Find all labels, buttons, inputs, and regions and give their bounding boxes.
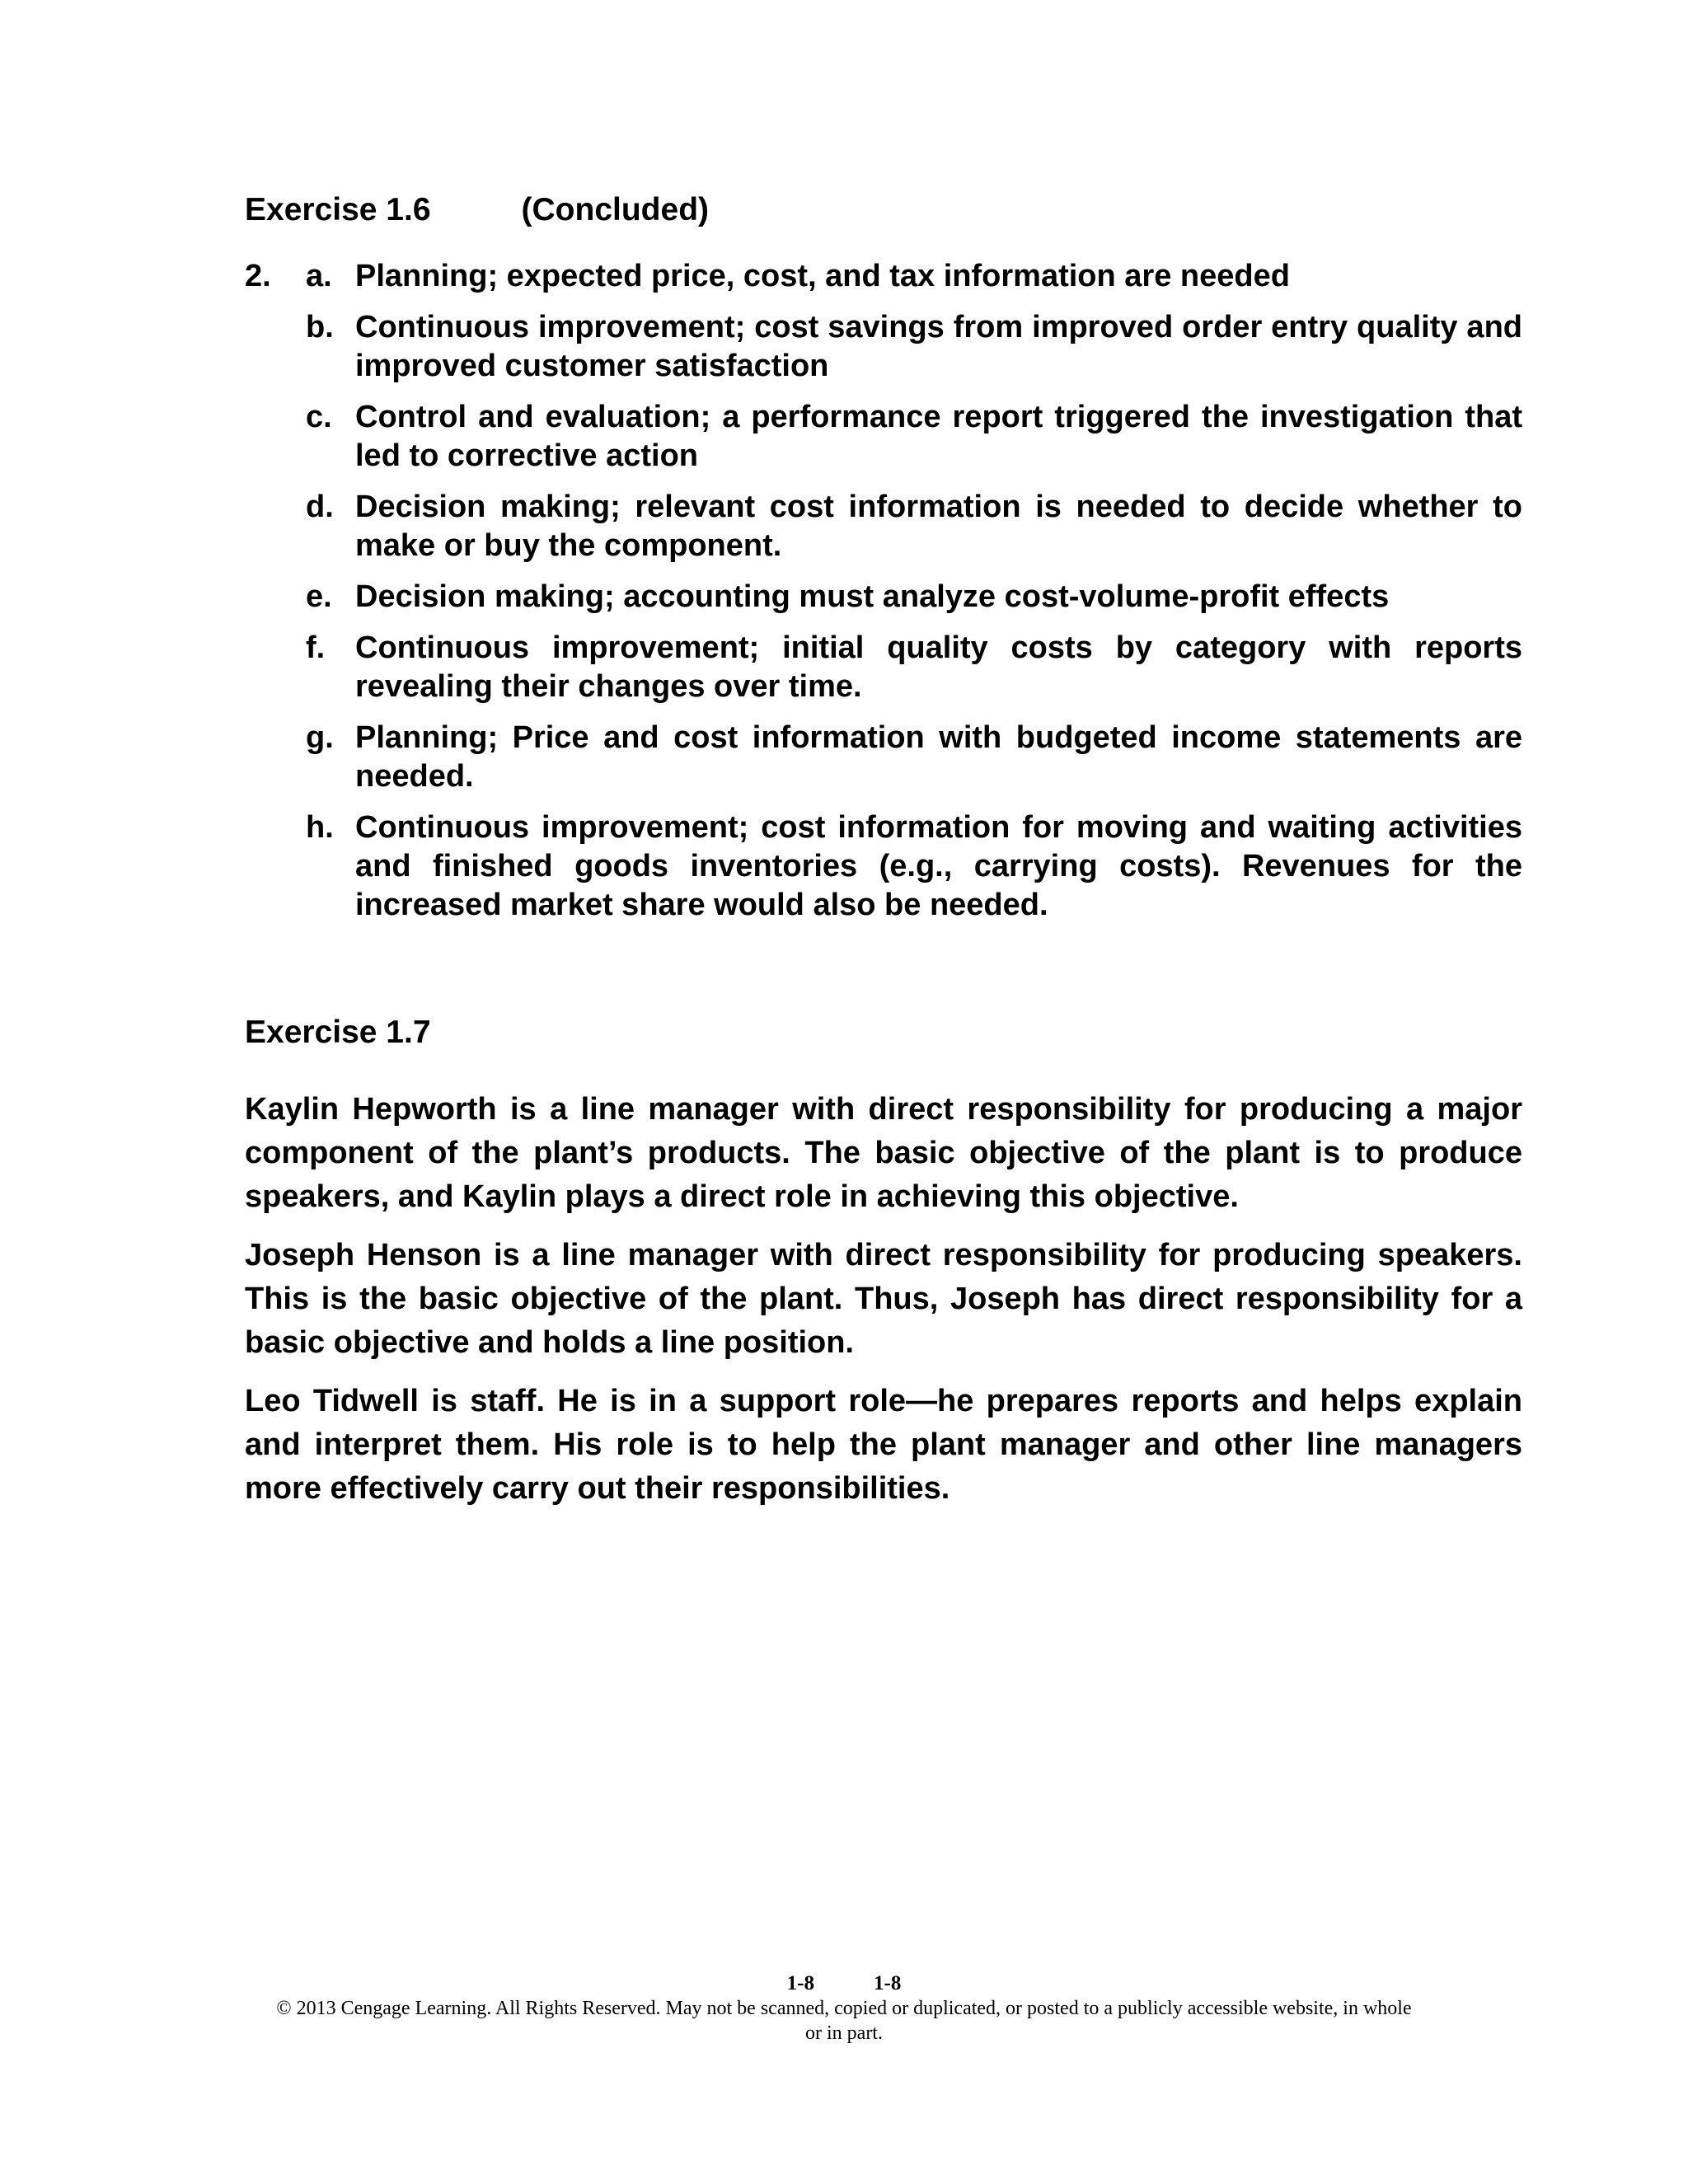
list-item bbox=[306, 719, 1522, 796]
item-text: Continuous improvement; initial quality costs by category with reports revealing their changes over time. bbox=[355, 630, 1522, 704]
list-item bbox=[306, 629, 1522, 706]
exercise-1-7-section bbox=[245, 1014, 1522, 1511]
copyright-notice: © 2013 Cengage Learning. All Rights Reserved. May not be scanned, copied or duplicated, or posted to a publicly accessible website, in whole or in part. bbox=[276, 1998, 1412, 2044]
answer-list bbox=[245, 257, 1522, 925]
list-item bbox=[306, 398, 1522, 476]
paragraph: Joseph Henson is a line manager with direct responsibility for producing speakers. This is the basic objective of the plant. Thus, Joseph has direct responsibility for a basic objective and holds a line position. bbox=[245, 1238, 1522, 1360]
item-text: Decision making; accounting must analyze cost-volume-profit effects bbox=[355, 579, 1390, 614]
question-2 bbox=[245, 257, 1522, 296]
page-footer bbox=[0, 1971, 1688, 2046]
page-number-label: 1-8 bbox=[786, 1972, 814, 1994]
exercise-1-6-title: Exercise 1.6 bbox=[245, 192, 431, 227]
item-letter: f. bbox=[306, 630, 326, 665]
item-text: Continuous improvement; cost savings from improved order entry quality and improved customer satisfaction bbox=[355, 310, 1522, 383]
page-content bbox=[245, 191, 1522, 1511]
item-letter: c. bbox=[306, 400, 332, 434]
item-letter: d. bbox=[306, 490, 334, 524]
list-item bbox=[306, 808, 1522, 925]
item-letter: g. bbox=[306, 720, 334, 755]
item-text: Continuous improvement; cost information for moving and waiting activities and finished goods inventories (e.g., carrying costs). Revenues for the increased market share would also be needed. bbox=[355, 810, 1522, 922]
exercise-1-6-heading bbox=[245, 191, 1522, 229]
page-number bbox=[0, 1971, 1688, 1996]
list-item bbox=[306, 308, 1522, 386]
item-letter: a. bbox=[306, 259, 332, 293]
list-item bbox=[306, 257, 1290, 296]
question-number: 2. bbox=[245, 259, 271, 293]
list-item bbox=[306, 578, 1522, 616]
item-letter: h. bbox=[306, 810, 334, 845]
item-text: Control and evaluation; a performance report triggered the investigation that led to corrective action bbox=[355, 400, 1522, 473]
exercise-1-6-qualifier: (Concluded) bbox=[521, 192, 709, 227]
item-letter: e. bbox=[306, 579, 332, 614]
list-item bbox=[306, 488, 1522, 565]
paragraph: Leo Tidwell is staff. He is in a support role—he prepares reports and helps explain and interpret them. His role is to help the plant manager and other line managers more effectively carry out their responsibilities. bbox=[245, 1384, 1522, 1506]
paragraph: Kaylin Hepworth is a line manager with direct responsibility for producing a major component of the plant’s products. The basic objective of the plant is to produce speakers, and Kaylin plays a direct role in achieving this objective. bbox=[245, 1092, 1522, 1214]
item-text: Planning; Price and cost information with budgeted income statements are needed. bbox=[355, 720, 1522, 794]
item-letter: b. bbox=[306, 310, 334, 344]
item-text: Decision making; relevant cost information is needed to decide whether to make or buy the component. bbox=[355, 490, 1522, 563]
page-number-duplicate: 1-8 bbox=[874, 1972, 902, 1994]
item-text: Planning; expected price, cost, and tax information are needed bbox=[355, 259, 1290, 293]
exercise-1-7-heading: Exercise 1.7 bbox=[245, 1015, 431, 1050]
